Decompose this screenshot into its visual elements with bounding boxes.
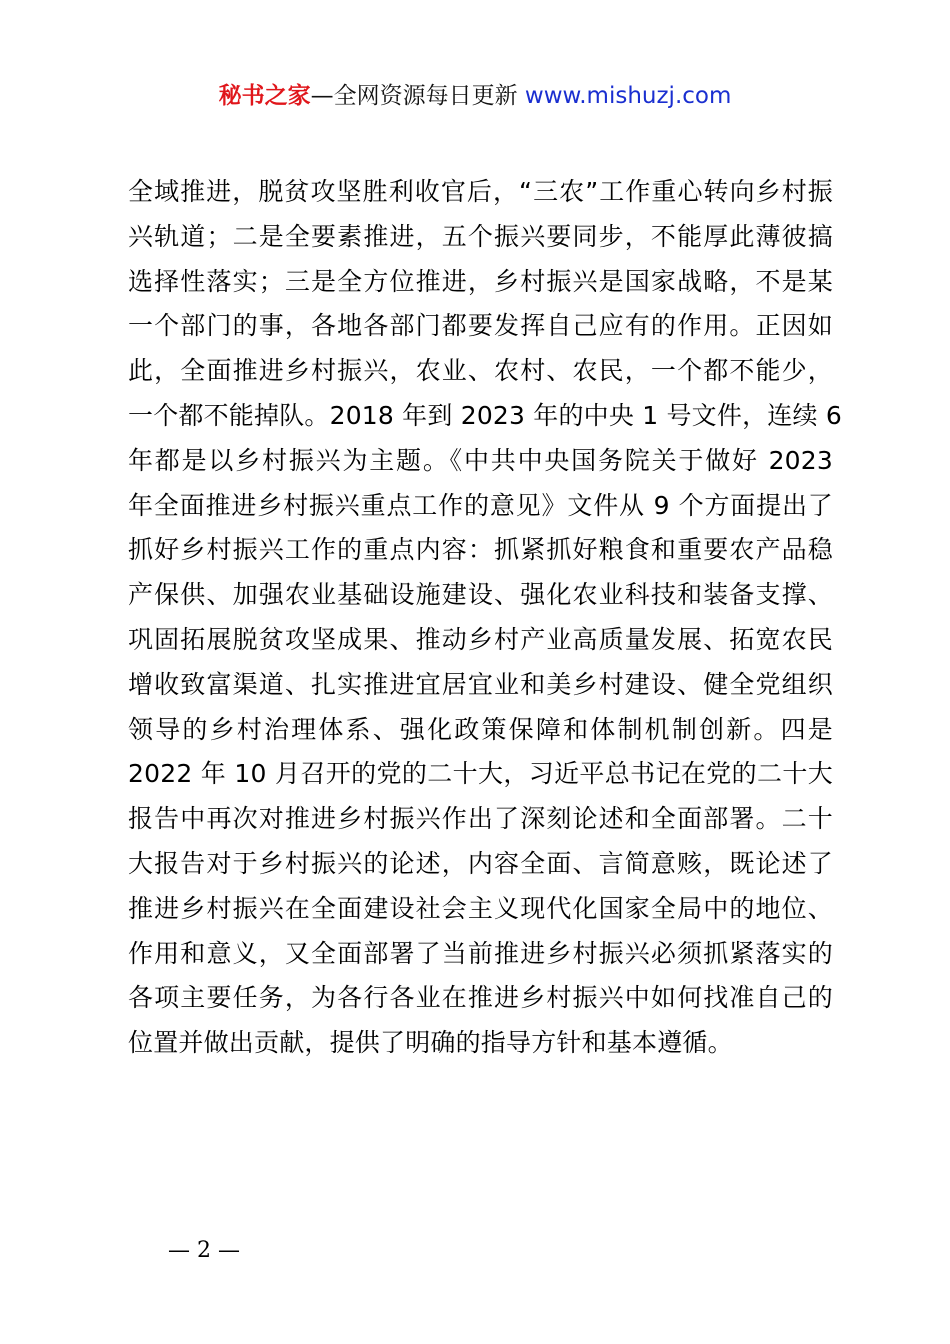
body-line: 领导的乡村治理体系、强化政策保障和体制机制创新。四是: [128, 714, 833, 744]
page-number: — 2 —: [168, 1238, 240, 1263]
body-line: 兴轨道；二是全要素推进，五个振兴要同步，不能厚此薄彼搞: [128, 221, 833, 251]
body-line: 2022 年 10 月召开的党的二十大，习近平总书记在党的二十大: [128, 759, 833, 789]
body-line: 抓好乡村振兴工作的重点内容：抓紧抓好粮食和重要农产品稳: [128, 535, 833, 565]
body-line: 作用和意义，又全面部署了当前推进乡村振兴必须抓紧落实的: [128, 938, 833, 968]
site-header: [0, 80, 950, 112]
body-line: 报告中再次对推进乡村振兴作出了深刻论述和全面部署。二十: [128, 804, 833, 834]
body-line: 巩固拓展脱贫攻坚成果、推动乡村产业高质量发展、拓宽农民: [128, 624, 833, 654]
body-line: 增收致富渠道、扎实推进宜居宜业和美乡村建设、健全党组织: [128, 669, 833, 699]
body-line: 全域推进，脱贫攻坚胜利收官后，“三农”工作重心转向乡村振: [128, 177, 833, 206]
body-line: 位置并做出贡献，提供了明确的指导方针和基本遵循。: [128, 1028, 733, 1058]
body-line: 年都是以乡村振兴为主题。《中共中央国务院关于做好 2023: [128, 445, 833, 475]
body-line: 大报告对于乡村振兴的论述，内容全面、言简意赅，既论述了: [128, 848, 833, 878]
body-line: 各项主要任务，为各行各业在推进乡村振兴中如何找准自己的: [128, 983, 833, 1013]
body-line: 一个部门的事，各地各部门都要发挥自己应有的作用。正因如: [128, 311, 833, 341]
body-line: 年全面推进乡村振兴重点工作的意见》文件从 9 个方面提出了: [128, 490, 833, 520]
site-url-link[interactable]: www.mishuzj.com: [524, 83, 732, 109]
document-body: [128, 170, 842, 1066]
body-line: 此，全面推进乡村振兴，农业、农村、农民，一个都不能少，: [128, 356, 833, 386]
site-brand: 秘书之家: [218, 83, 311, 109]
body-line: 选择性落实；三是全方位推进，乡村振兴是国家战略，不是某: [128, 266, 833, 296]
body-line: 一个都不能掉队。2018 年到 2023 年的中央 1 号文件，连续 6: [128, 400, 842, 430]
site-tagline: —全网资源每日更新: [310, 83, 518, 109]
body-line: 产保供、加强农业基础设施建设、强化农业科技和装备支撑、: [128, 580, 833, 610]
body-line: 推进乡村振兴在全面建设社会主义现代化国家全局中的地位、: [128, 893, 833, 923]
